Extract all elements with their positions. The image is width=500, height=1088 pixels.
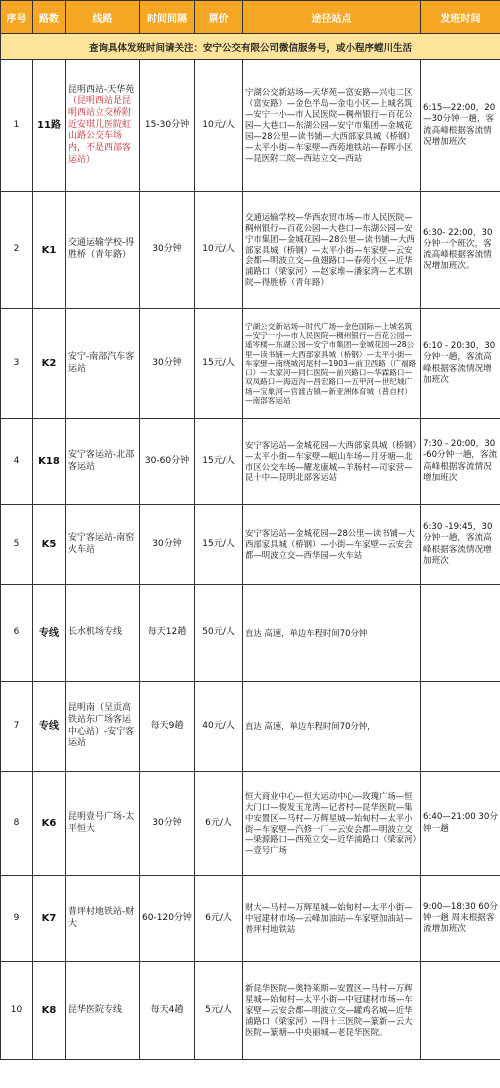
cell-stops: 交通运输学校—华西农贸市场—市人民医院—稠州银行—百花公园—大巷口—东湖公园—安宁市集团—金城花园—28公里—读书铺—大西部家具城（桥钢）—太平小街—车家壁—云安会都—明波立交—鱼翅路口—春苑小区—近华浦路口（梁家河）—赵家堆—潘家湾—艺术剧院—得胜桥（青年路） (243, 192, 421, 309)
cell-schedule: 6:30- 22:00，30分钟一个班次，客流高峰根据客流情况增加班次。 (421, 192, 500, 309)
cell-fare: 6元/人 (195, 772, 243, 876)
cell-route-no: K2 (33, 309, 66, 419)
cell-index: 9 (1, 876, 33, 962)
cell-index: 6 (1, 585, 33, 682)
cell-schedule (421, 585, 500, 682)
cell-route: 昆华医院专线 (66, 962, 140, 1060)
table-row (1, 585, 500, 682)
cell-route-no: 11路 (33, 60, 66, 192)
cell-route: 普坪村地铁站-财大 (66, 876, 140, 962)
cell-interval: 每天4趟 (140, 962, 195, 1060)
cell-fare: 5元/人 (195, 962, 243, 1060)
cell-fare: 10元/人 (195, 60, 243, 192)
header-route-no: 路数 (33, 1, 66, 34)
cell-interval: 每天12趟 (140, 585, 195, 682)
cell-schedule (421, 962, 500, 1060)
cell-interval: 30分钟 (140, 772, 195, 876)
cell-stops: 直达 高速，单边车程时间70分钟 (243, 585, 421, 682)
route-name: 昆明西站-天华苑 (68, 84, 135, 95)
cell-schedule: 6:10 - 20:30，30分钟一趟，客流高峰根据客流情况增加班次 (421, 309, 500, 419)
cell-interval: 30-60分钟 (140, 419, 195, 505)
table-row (1, 682, 500, 772)
cell-schedule: 6:40—21:00 30分钟一趟 (421, 772, 500, 876)
table-row (1, 876, 500, 962)
cell-index: 7 (1, 682, 33, 772)
table-row (1, 419, 500, 505)
cell-stops: 宁湖公交新站场—天华苑—富安路—兴屯二区（富安路）—金色半岛—金屯小区—上城名筑—安宁一小—市人民医院—稠州银行—百花公园—大巷口—东湖公园—安宁市集团—金城花园—28公里—读书铺—大西部家具城（桥钢）—太平小街—车家壁—西苑地铁站—春晖小区—昆医附二院—西站立交—西站 (243, 60, 421, 192)
cell-fare: 40元/人 (195, 682, 243, 772)
cell-stops: 直达 高速，单边车程时间70分钟， (243, 682, 421, 772)
header-fare: 票价 (195, 1, 243, 34)
table-row (1, 192, 500, 309)
cell-route: 长水机场专线 (66, 585, 140, 682)
cell-route: 安宁-南部汽车客运站 (66, 309, 140, 419)
header-row (1, 1, 500, 34)
header-interval: 时间间隔 (140, 1, 195, 34)
notice-row (1, 34, 500, 60)
header-route: 线路 (66, 1, 140, 34)
cell-index: 2 (1, 192, 33, 309)
cell-index: 8 (1, 772, 33, 876)
cell-route-no: K7 (33, 876, 66, 962)
cell-schedule (421, 682, 500, 772)
header-index: 序号 (1, 1, 33, 34)
cell-interval: 15-30分钟 (140, 60, 195, 192)
cell-stops: 财大—马村—万辉星城—始甸村—太平小街—中冠建材市场—云峰加油站—车家壁加油站—普坪村地铁站 (243, 876, 421, 962)
cell-interval: 30分钟 (140, 505, 195, 585)
cell-stops: 新昆华医院—奥特莱斯—安置区—马村—万辉星城—始甸村—太平小街—中冠建材市场—车家壁—云安会都—明波立交—罐鸡名城—近华浦路口（梁家河）—四十三医院—篆新—云大医院—篆塘—中央丽城—老昆华医院。 (243, 962, 421, 1060)
cell-fare: 15元/人 (195, 309, 243, 419)
cell-route-no: K18 (33, 419, 66, 505)
cell-stops: 宁湖公交新站场—时代广场—金色国际—上城名筑—安宁一小—市人民医院—稠州银行—百花公园—遥岑楼—东湖公园—安宁市集团—金城花园—28公里—读书铺—大西部家具城（桥钢）—太平小街—车家壁—南绕城河尾村—1903—前卫西路（广福路口）—太家河—同仁医院—前兴路口—华霖路口—双凤路口—海迈沟—昌宏路口—五甲河—世纪城广场—宝象河—官渡古镇—新亚洲体育城（普自村）—南部客运站 (243, 309, 421, 419)
cell-route: 昆明南（呈贡高铁站东广场客运中心站）-安宁客运站 (66, 682, 140, 772)
cell-interval: 30分钟 (140, 309, 195, 419)
cell-route: 交通运输学校-得胜桥（青年路） (66, 192, 140, 309)
cell-fare: 50元/人 (195, 585, 243, 682)
cell-route-no: 专线 (33, 585, 66, 682)
cell-interval: 每天9趟 (140, 682, 195, 772)
table-row (1, 772, 500, 876)
cell-index: 5 (1, 505, 33, 585)
cell-stops: 安宁客运站—金城花园—28公里—读书铺—大西部家具城（桥钢）—小街—车家壁—云安会都—明波立交—西华园—火车站 (243, 505, 421, 585)
cell-route-no: K5 (33, 505, 66, 585)
cell-index: 1 (1, 60, 33, 192)
cell-stops: 恒大商业中心—恒大运动中心—玫瑰广场—恒大门口—俊发玉龙湾—记者村—昆华医院—集中安置区—马村—万辉星城—始甸村—太平小街—车家壁—汽修一厂—云安会都—明波立交—梁源路口—西苑立交—近华浦路口（梁家河）—壹号广场 (243, 772, 421, 876)
cell-index: 10 (1, 962, 33, 1060)
cell-index: 3 (1, 309, 33, 419)
cell-route-no: K1 (33, 192, 66, 309)
notice-text: 查询具体发班时间请关注：安宁公交有限公司微信服务号，或小程序螳川生活 (1, 34, 500, 60)
cell-fare: 15元/人 (195, 419, 243, 505)
header-stops: 途径站点 (243, 1, 421, 34)
cell-route-no: K8 (33, 962, 66, 1060)
table-row (1, 309, 500, 419)
cell-route (66, 60, 140, 192)
cell-route-no: K6 (33, 772, 66, 876)
cell-schedule: 6:15—22:00，20—30分钟一趟，客流高峰根据客流情况增加班次 (421, 60, 500, 192)
cell-schedule: 9:00—18:30 60分钟一趟 周末根据客流增加班次 (421, 876, 500, 962)
cell-stops: 安宁客运站—金城花园—大西部家具城（桥钢）—太平小街—车家壁—岷山车场—月牙塘—北市区公交车场—耀龙康城—羊肠村—司家营—昆十中—昆明北部客运站 (243, 419, 421, 505)
table-row (1, 505, 500, 585)
cell-route: 昆明壹号广场-太平恒大 (66, 772, 140, 876)
cell-interval: 60-120分钟 (140, 876, 195, 962)
cell-schedule: 6:30 -19:45，30分钟一趟，客流高峰根据客流情况增加班次 (421, 505, 500, 585)
table-row (1, 962, 500, 1060)
cell-route-no: 专线 (33, 682, 66, 772)
header-schedule: 发班时间 (421, 1, 500, 34)
cell-fare: 10元/人 (195, 192, 243, 309)
cell-fare: 6元/人 (195, 876, 243, 962)
cell-route: 安宁客运站-南窑火车站 (66, 505, 140, 585)
table-row (1, 60, 500, 192)
cell-interval: 30分钟 (140, 192, 195, 309)
cell-fare: 15元/人 (195, 505, 243, 585)
cell-schedule: 7:30 - 20:00，30-60分钟一趟，客流高峰根据客流情况增加班次 (421, 419, 500, 505)
route-note: （昆明西站是昆明西站立交桥附近安琪儿医院虹山路公交车场内，不是西部客运站） (68, 96, 132, 165)
cell-index: 4 (1, 419, 33, 505)
cell-route: 安宁客运站-北部客运站 (66, 419, 140, 505)
